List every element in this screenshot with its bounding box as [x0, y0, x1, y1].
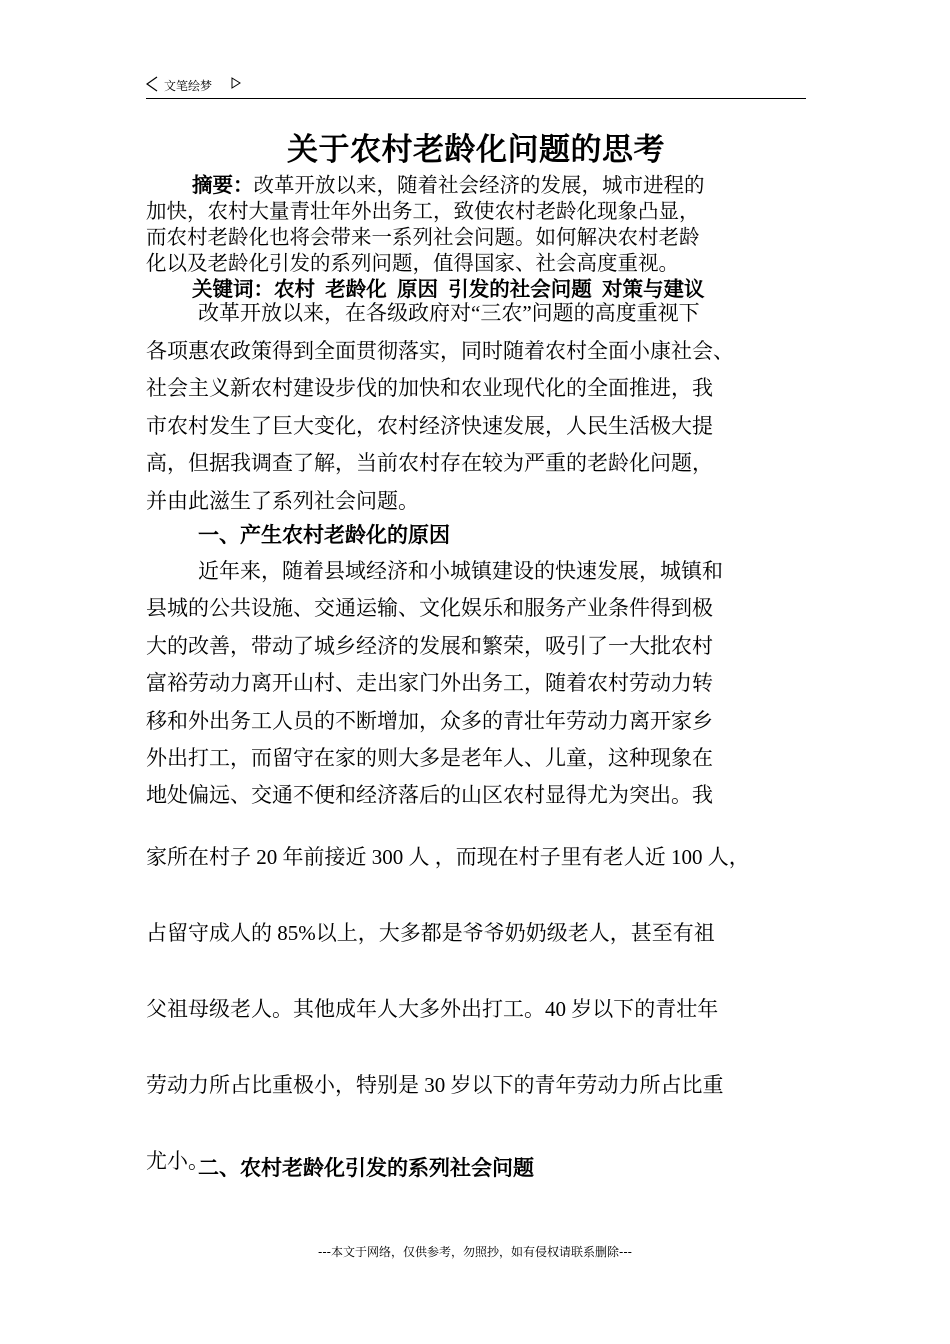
abstract — [146, 173, 810, 303]
section-heading-2: 二、农村老龄化引发的系列社会问题 — [198, 1156, 534, 1180]
abstract-line: 加快，农村大量青壮年外出务工，致使农村老龄化现象凸显， — [146, 201, 700, 223]
paragraph-line: 市农村发生了巨大变化，农村经济快速发展，人民生活极大提 — [146, 413, 713, 438]
paragraph-line: 劳动力所占比重极小，特别是 30 岁以下的青年劳动力所占比重 — [146, 1073, 724, 1097]
paragraph-line: 父祖母级老人。其他成年人大多外出打工。40 岁以下的青壮年 — [146, 997, 719, 1021]
page-footer: ---本文于网络，仅供参考，勿照抄，如有侵权请联系删除--- — [318, 1245, 632, 1259]
paragraph-line: 外出打工，而留守在家的则大多是老年人、儿童，这种现象在 — [146, 745, 713, 770]
intro-paragraph — [146, 295, 816, 520]
paragraph-line: 尤小。 — [146, 1149, 209, 1173]
document-title: 关于农村老龄化问题的思考 — [287, 132, 665, 167]
paragraph-line: 并由此滋生了系列社会问题。 — [146, 488, 419, 513]
paragraph-line: 大的改善，带动了城乡经济的发展和繁荣，吸引了一大批农村 — [146, 633, 713, 658]
paragraph-line: 社会主义新农村建设步伐的加快和农业现代化的全面推进，我 — [146, 376, 713, 400]
abstract-line: 化以及老龄化引发的系列问题，值得国家、社会高度重视。 — [146, 253, 679, 275]
abstract-text: 改革开放以来，随着社会经济的发展，城市进程的 — [253, 175, 705, 197]
section1-continuation — [146, 838, 816, 1180]
header-brand: 文笔绘梦 — [164, 79, 213, 93]
abstract-line: 而农村老龄化也将会带来一系列社会问题。如何解决农村老龄 — [146, 227, 700, 249]
section-heading-1: 一、产生农村老龄化的原因 — [198, 523, 450, 547]
keywords: 关键词：农村 老龄化 原因 引发的社会问题 对策与建议 — [192, 279, 705, 301]
paragraph-line: 占留守成人的 85%以上，大多都是爷爷奶奶级老人，甚至有祖 — [146, 921, 715, 945]
paragraph-line: 近年来，随着县域经济和小城镇建设的快速发展，城镇和 — [198, 559, 723, 583]
paragraph-line: 移和外出务工人员的不断增加，众多的青壮年劳动力离开家乡 — [146, 708, 713, 733]
header-divider — [146, 98, 806, 99]
paragraph-line: 高，但据我调查了解，当前农村存在较为严重的老龄化问题， — [146, 451, 713, 475]
section1-paragraph — [146, 553, 816, 815]
paragraph-line: 家所在村子 20 年前接近 300 人 ，而现在村子里有老人近 100 人， — [146, 845, 750, 869]
page-header — [146, 72, 806, 98]
triangle-right-icon — [231, 77, 241, 89]
paragraph-line: 各项惠农政策得到全面贯彻落实，同时随着农村全面小康社会、 — [146, 338, 734, 363]
abstract-line — [146, 173, 810, 199]
paragraph-line: 县城的公共设施、交通运输、文化娱乐和服务产业条件得到极 — [146, 596, 713, 621]
paragraph-line: 改革开放以来，在各级政府对“三农”问题的高度重视下 — [198, 301, 700, 325]
abstract-label: 摘要： — [192, 175, 254, 197]
paragraph-line: 地处偏远、交通不便和经济落后的山区农村显得尤为突出。我 — [146, 783, 713, 808]
triangle-left-icon — [146, 76, 158, 92]
paragraph-line: 富裕劳动力离开山村、走出家门外出务工，随着农村劳动力转 — [146, 671, 713, 696]
